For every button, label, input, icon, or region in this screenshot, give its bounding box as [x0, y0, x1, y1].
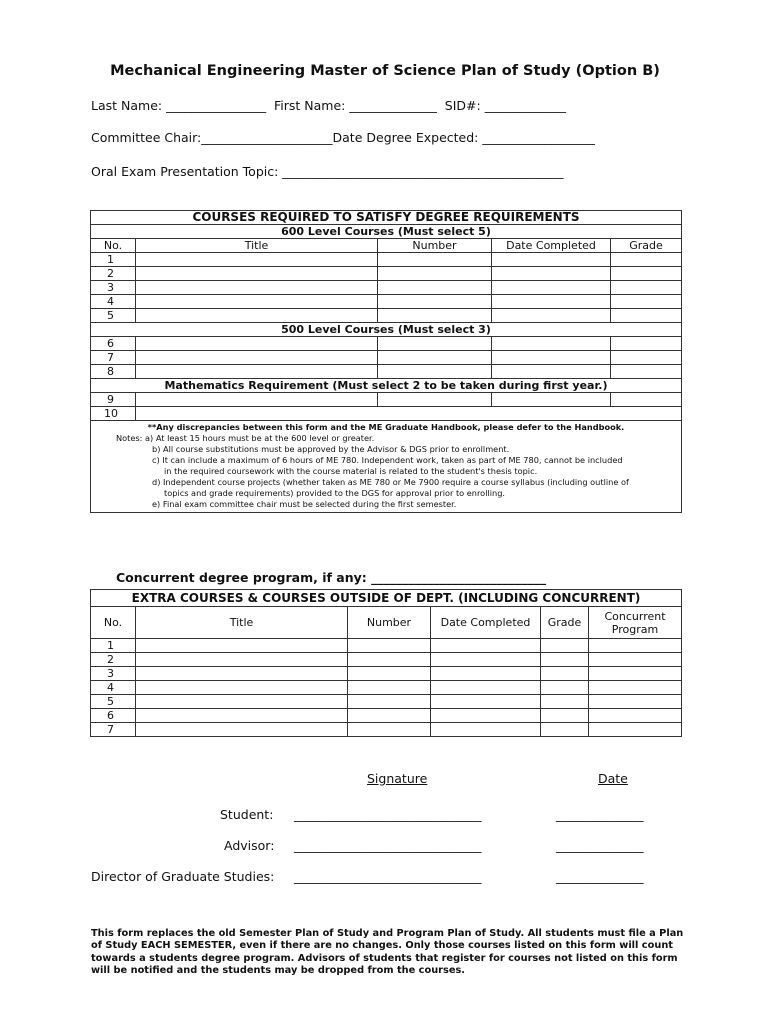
table-row: [91, 639, 682, 653]
grade-cell[interactable]: [611, 281, 682, 295]
row-number: 6: [91, 337, 136, 351]
section-600-header: 600 Level Courses (Must select 5): [91, 225, 682, 239]
date-cell[interactable]: [431, 639, 541, 653]
number-cell[interactable]: [348, 639, 431, 653]
note-d1: d) Independent course projects (whether taken as ME 780 or Me 7900 require a course syllabus (including outline of: [152, 477, 629, 487]
notes-block: [91, 421, 682, 513]
title-cell[interactable]: [136, 709, 348, 723]
table-row: [91, 365, 682, 379]
row-number: 1: [91, 639, 136, 653]
concurrent-program-line[interactable]: Concurrent degree program, if any: ____________________________: [116, 570, 547, 585]
table-row: [91, 723, 682, 737]
table-row: [91, 295, 682, 309]
note-d2: topics and grade requirements) provided to the DGS for approval prior to enrolling.: [164, 488, 506, 498]
title-cell[interactable]: [136, 365, 378, 379]
number-cell[interactable]: [348, 695, 431, 709]
col-no: No.: [91, 607, 136, 639]
grade-cell[interactable]: [611, 253, 682, 267]
title-cell[interactable]: [136, 295, 378, 309]
table-row: [91, 393, 682, 407]
row-number: 8: [91, 365, 136, 379]
date-cell[interactable]: [431, 723, 541, 737]
grade-cell[interactable]: [611, 393, 682, 407]
title-cell[interactable]: [136, 393, 378, 407]
advisor-signature-line[interactable]: ______________________________: [294, 838, 482, 853]
committee-line[interactable]: Committee Chair:_____________________Date Degree Expected: __________________: [91, 130, 595, 145]
col-grade: Grade: [611, 239, 682, 253]
number-cell[interactable]: [378, 253, 492, 267]
row-number: 7: [91, 351, 136, 365]
program-cell[interactable]: [589, 723, 682, 737]
title-cell[interactable]: [136, 309, 378, 323]
program-cell[interactable]: [589, 667, 682, 681]
title-cell[interactable]: [136, 639, 348, 653]
date-cell[interactable]: [431, 709, 541, 723]
discrepancy-note: **Any discrepancies between this form and the ME Graduate Handbook, please defer to the Handbook.: [147, 422, 625, 432]
number-cell[interactable]: [378, 295, 492, 309]
date-cell[interactable]: [492, 281, 611, 295]
note-e: e) Final exam committee chair must be selected during the first semester.: [152, 499, 457, 509]
table-row: [91, 337, 682, 351]
date-cell[interactable]: [492, 253, 611, 267]
note-c1: c) It can include a maximum of 6 hours of ME 780. Independent work, taken as part of ME 780, cannot be included: [152, 455, 623, 465]
number-cell[interactable]: [378, 267, 492, 281]
student-label: Student:: [220, 807, 274, 822]
grade-cell[interactable]: [541, 653, 589, 667]
row-number: 2: [91, 267, 136, 281]
col-grade: Grade: [541, 607, 589, 639]
number-cell[interactable]: [378, 337, 492, 351]
date-cell[interactable]: [431, 667, 541, 681]
grade-cell[interactable]: [541, 681, 589, 695]
director-label: Director of Graduate Studies:: [91, 869, 275, 884]
table-row: [91, 281, 682, 295]
title-cell[interactable]: [136, 253, 378, 267]
title-cell[interactable]: [136, 337, 378, 351]
date-cell[interactable]: [492, 337, 611, 351]
title-cell[interactable]: [136, 351, 378, 365]
table-row: [91, 709, 682, 723]
table-row: [91, 695, 682, 709]
date-cell[interactable]: [431, 681, 541, 695]
required-courses-table: [90, 210, 682, 513]
col-no: No.: [91, 239, 136, 253]
section-math-header: Mathematics Requirement (Must select 2 to be taken during first year.): [91, 379, 682, 393]
number-cell[interactable]: [378, 309, 492, 323]
name-line[interactable]: Last Name: ________________ First Name: ______________ SID#: _____________: [91, 98, 566, 113]
number-cell[interactable]: [348, 681, 431, 695]
number-cell[interactable]: [348, 709, 431, 723]
date-cell[interactable]: [492, 295, 611, 309]
page-title: Mechanical Engineering Master of Science Plan of Study (Option B): [110, 63, 660, 79]
advisor-label: Advisor:: [224, 838, 275, 853]
date-cell[interactable]: [492, 351, 611, 365]
director-signature-line[interactable]: ______________________________: [294, 869, 482, 884]
row-number: 3: [91, 281, 136, 295]
number-cell[interactable]: [348, 667, 431, 681]
grade-cell[interactable]: [541, 709, 589, 723]
table-row: [91, 667, 682, 681]
advisor-date-line[interactable]: ______________: [556, 838, 644, 853]
footer-note: This form replaces the old Semester Plan of Study and Program Plan of Study. All students must file a Plan of Study EACH SEMESTER, even if there are no changes. Only those courses listed on this form will count towards a students degree program. Advisors of students that register for courses not listed on this form will be notified and the students may be dropped from the courses.: [91, 928, 684, 976]
title-cell[interactable]: [136, 667, 348, 681]
row-number: 5: [91, 309, 136, 323]
grade-cell[interactable]: [611, 267, 682, 281]
note-a: Notes: a) At least 15 hours must be at the 600 level or greater.: [116, 433, 375, 443]
table-row: [91, 253, 682, 267]
student-date-line[interactable]: ______________: [556, 807, 644, 822]
grade-cell[interactable]: [541, 695, 589, 709]
student-signature-line[interactable]: ______________________________: [294, 807, 482, 822]
date-cell[interactable]: [492, 393, 611, 407]
title-cell[interactable]: [136, 653, 348, 667]
col-title: Title: [136, 239, 378, 253]
number-cell[interactable]: [378, 393, 492, 407]
date-cell[interactable]: [431, 695, 541, 709]
number-cell[interactable]: [378, 281, 492, 295]
col-number: Number: [348, 607, 431, 639]
note-b: b) All course substitutions must be approved by the Advisor & DGS prior to enrollment.: [152, 444, 510, 454]
col-concurrent-program: Concurrent Program: [589, 607, 682, 639]
date-cell[interactable]: [431, 653, 541, 667]
program-cell[interactable]: [589, 639, 682, 653]
row-number: 2: [91, 653, 136, 667]
title-cell[interactable]: [136, 723, 348, 737]
director-date-line[interactable]: ______________: [556, 869, 644, 884]
extra-courses-heading: EXTRA COURSES & COURSES OUTSIDE OF DEPT. (INCLUDING CONCURRENT): [91, 590, 682, 607]
table-row: [91, 309, 682, 323]
grade-cell[interactable]: [611, 295, 682, 309]
row-number: 3: [91, 667, 136, 681]
program-cell[interactable]: [589, 695, 682, 709]
table-row: [91, 351, 682, 365]
grade-cell[interactable]: [541, 667, 589, 681]
title-cell[interactable]: [136, 681, 348, 695]
row-number: 1: [91, 253, 136, 267]
title-cell[interactable]: [136, 281, 378, 295]
grade-cell[interactable]: [611, 309, 682, 323]
row-number: 4: [91, 681, 136, 695]
program-cell[interactable]: [589, 653, 682, 667]
note-c2: in the required coursework with the course material is related to the student's thesis topic.: [164, 466, 538, 476]
date-cell[interactable]: [492, 365, 611, 379]
number-cell[interactable]: [348, 653, 431, 667]
table-row: [91, 681, 682, 695]
date-cell[interactable]: [492, 267, 611, 281]
courses-heading: COURSES REQUIRED TO SATISFY DEGREE REQUIREMENTS: [91, 211, 682, 225]
row-number: 6: [91, 709, 136, 723]
col-date: Date Completed: [431, 607, 541, 639]
date-header: Date: [598, 771, 628, 786]
grade-cell[interactable]: [611, 351, 682, 365]
col-number: Number: [378, 239, 492, 253]
row-number: 10: [91, 407, 136, 421]
grade-cell[interactable]: [541, 639, 589, 653]
table-row: [91, 267, 682, 281]
title-cell[interactable]: [136, 267, 378, 281]
program-cell[interactable]: [589, 681, 682, 695]
row-number: 5: [91, 695, 136, 709]
program-cell[interactable]: [589, 709, 682, 723]
grade-cell[interactable]: [541, 723, 589, 737]
number-cell[interactable]: [378, 351, 492, 365]
title-cell[interactable]: [136, 695, 348, 709]
row-number: 7: [91, 723, 136, 737]
table-row: [91, 407, 682, 421]
row-number: 4: [91, 295, 136, 309]
row-number: 9: [91, 393, 136, 407]
signature-header: Signature: [367, 771, 428, 786]
number-cell[interactable]: [348, 723, 431, 737]
oral-exam-line[interactable]: Oral Exam Presentation Topic: _____________________________________________: [91, 164, 564, 179]
section-500-header: 500 Level Courses (Must select 3): [91, 323, 682, 337]
extra-courses-table: [90, 589, 682, 737]
col-title: Title: [136, 607, 348, 639]
number-cell[interactable]: [378, 365, 492, 379]
grade-cell[interactable]: [611, 337, 682, 351]
grade-cell[interactable]: [611, 365, 682, 379]
col-date: Date Completed: [492, 239, 611, 253]
table-row: [91, 653, 682, 667]
date-cell[interactable]: [492, 309, 611, 323]
